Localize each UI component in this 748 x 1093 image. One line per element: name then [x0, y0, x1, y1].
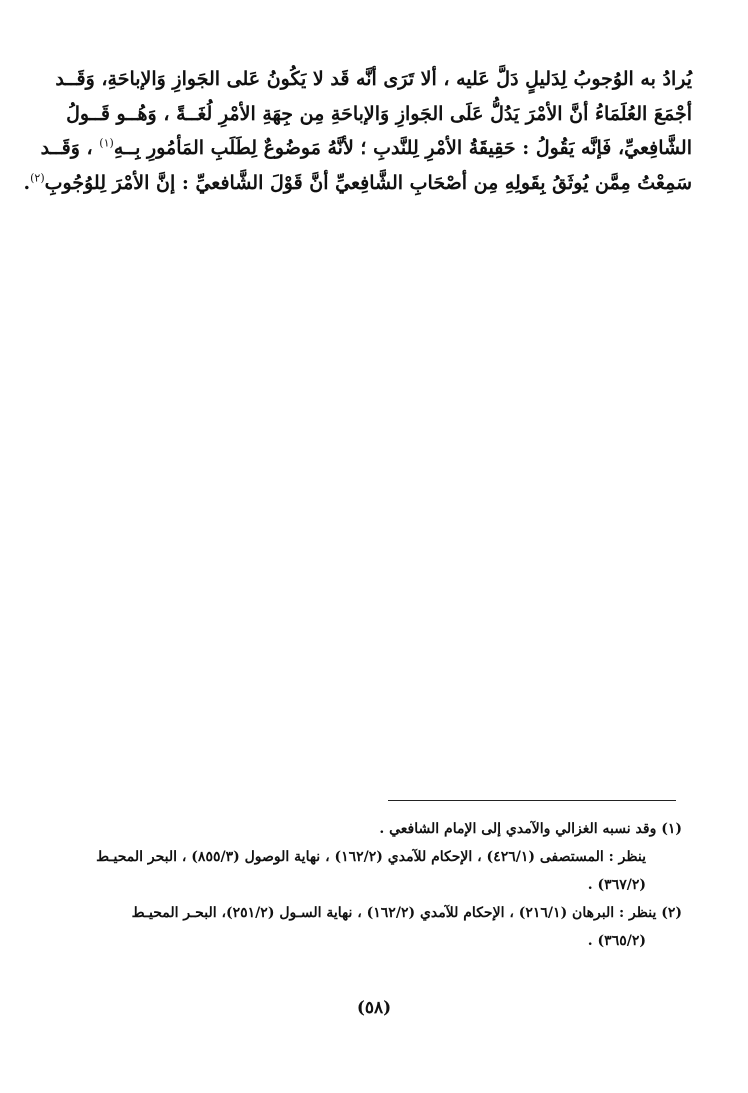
- footnote-ref[interactable]: (٢): [30, 171, 45, 185]
- body-text: .: [23, 171, 31, 194]
- body-line: أجْمَعَ العُلَمَاءُ أنَّ الأمْرَ يَدُلُّ عَلَى الجَوازِ وَالإباحَةِ مِن جِهَةِ الأمْرِ لُغَــةً ، وَهُــو قَــولُ: [66, 102, 692, 125]
- body-paragraph: [23, 62, 692, 200]
- footnote-divider: [388, 800, 676, 801]
- footnote-ref[interactable]: (١): [99, 136, 114, 150]
- footnote-2: (٢) ينظر : البرهان (٢١٦/١) ، الإحكام للآمدي (١٦٢/٢) ، نهاية السـول (٢٥١/٢)، البحـر المحيـط: [131, 905, 682, 921]
- body-text: الشَّافِعيِّ، فَإنَّه يَقُولُ : حَقِيقَةُ الأمْرِ لِلنَّدبِ ؛ لأنَّهُ مَوضُوعٌ لِطَلَبِ المَأمُورِ بِــهِ: [113, 137, 692, 159]
- body-text: سَمِعْتُ مِمَّن يُوثَقُ بِقَولِهِ مِن أصْحَابِ الشَّافِعيِّ أنَّ قَوْلَ الشَّافعيِّ : إنَّ الأمْرَ لِلوُجُوبِ: [44, 171, 692, 194]
- body-text: ، وَقَــد: [40, 137, 100, 159]
- page-number: (٥٨): [356, 998, 392, 1018]
- body-line: [40, 131, 692, 166]
- footnote-1-continued: ينظر : المستصفى (٤٢٦/١) ، الإحكام للآمدي (١٦٢/٢) ، نهاية الوصول (٨٥٥/٣) ، البحر المحيـط: [96, 849, 646, 865]
- footnotes: [70, 815, 682, 955]
- footnote-1-continued: (٣٦٧/٢) .: [587, 877, 646, 893]
- footnote-2-continued: (٣٦٥/٢) .: [587, 933, 646, 949]
- body-line: [23, 166, 692, 201]
- body-line: يُرادُ به الوُجوبُ لِدَليلٍ دَلَّ عَليه ، ألا تَرَى أنَّه قَد لا يَكُونُ عَلى الجَوازِ وَالإباحَةِ، وَقَــد: [55, 68, 692, 90]
- footnote-1: (١) وقد نسبه الغزالي والآمدي إلى الإمام الشافعي .: [379, 821, 682, 837]
